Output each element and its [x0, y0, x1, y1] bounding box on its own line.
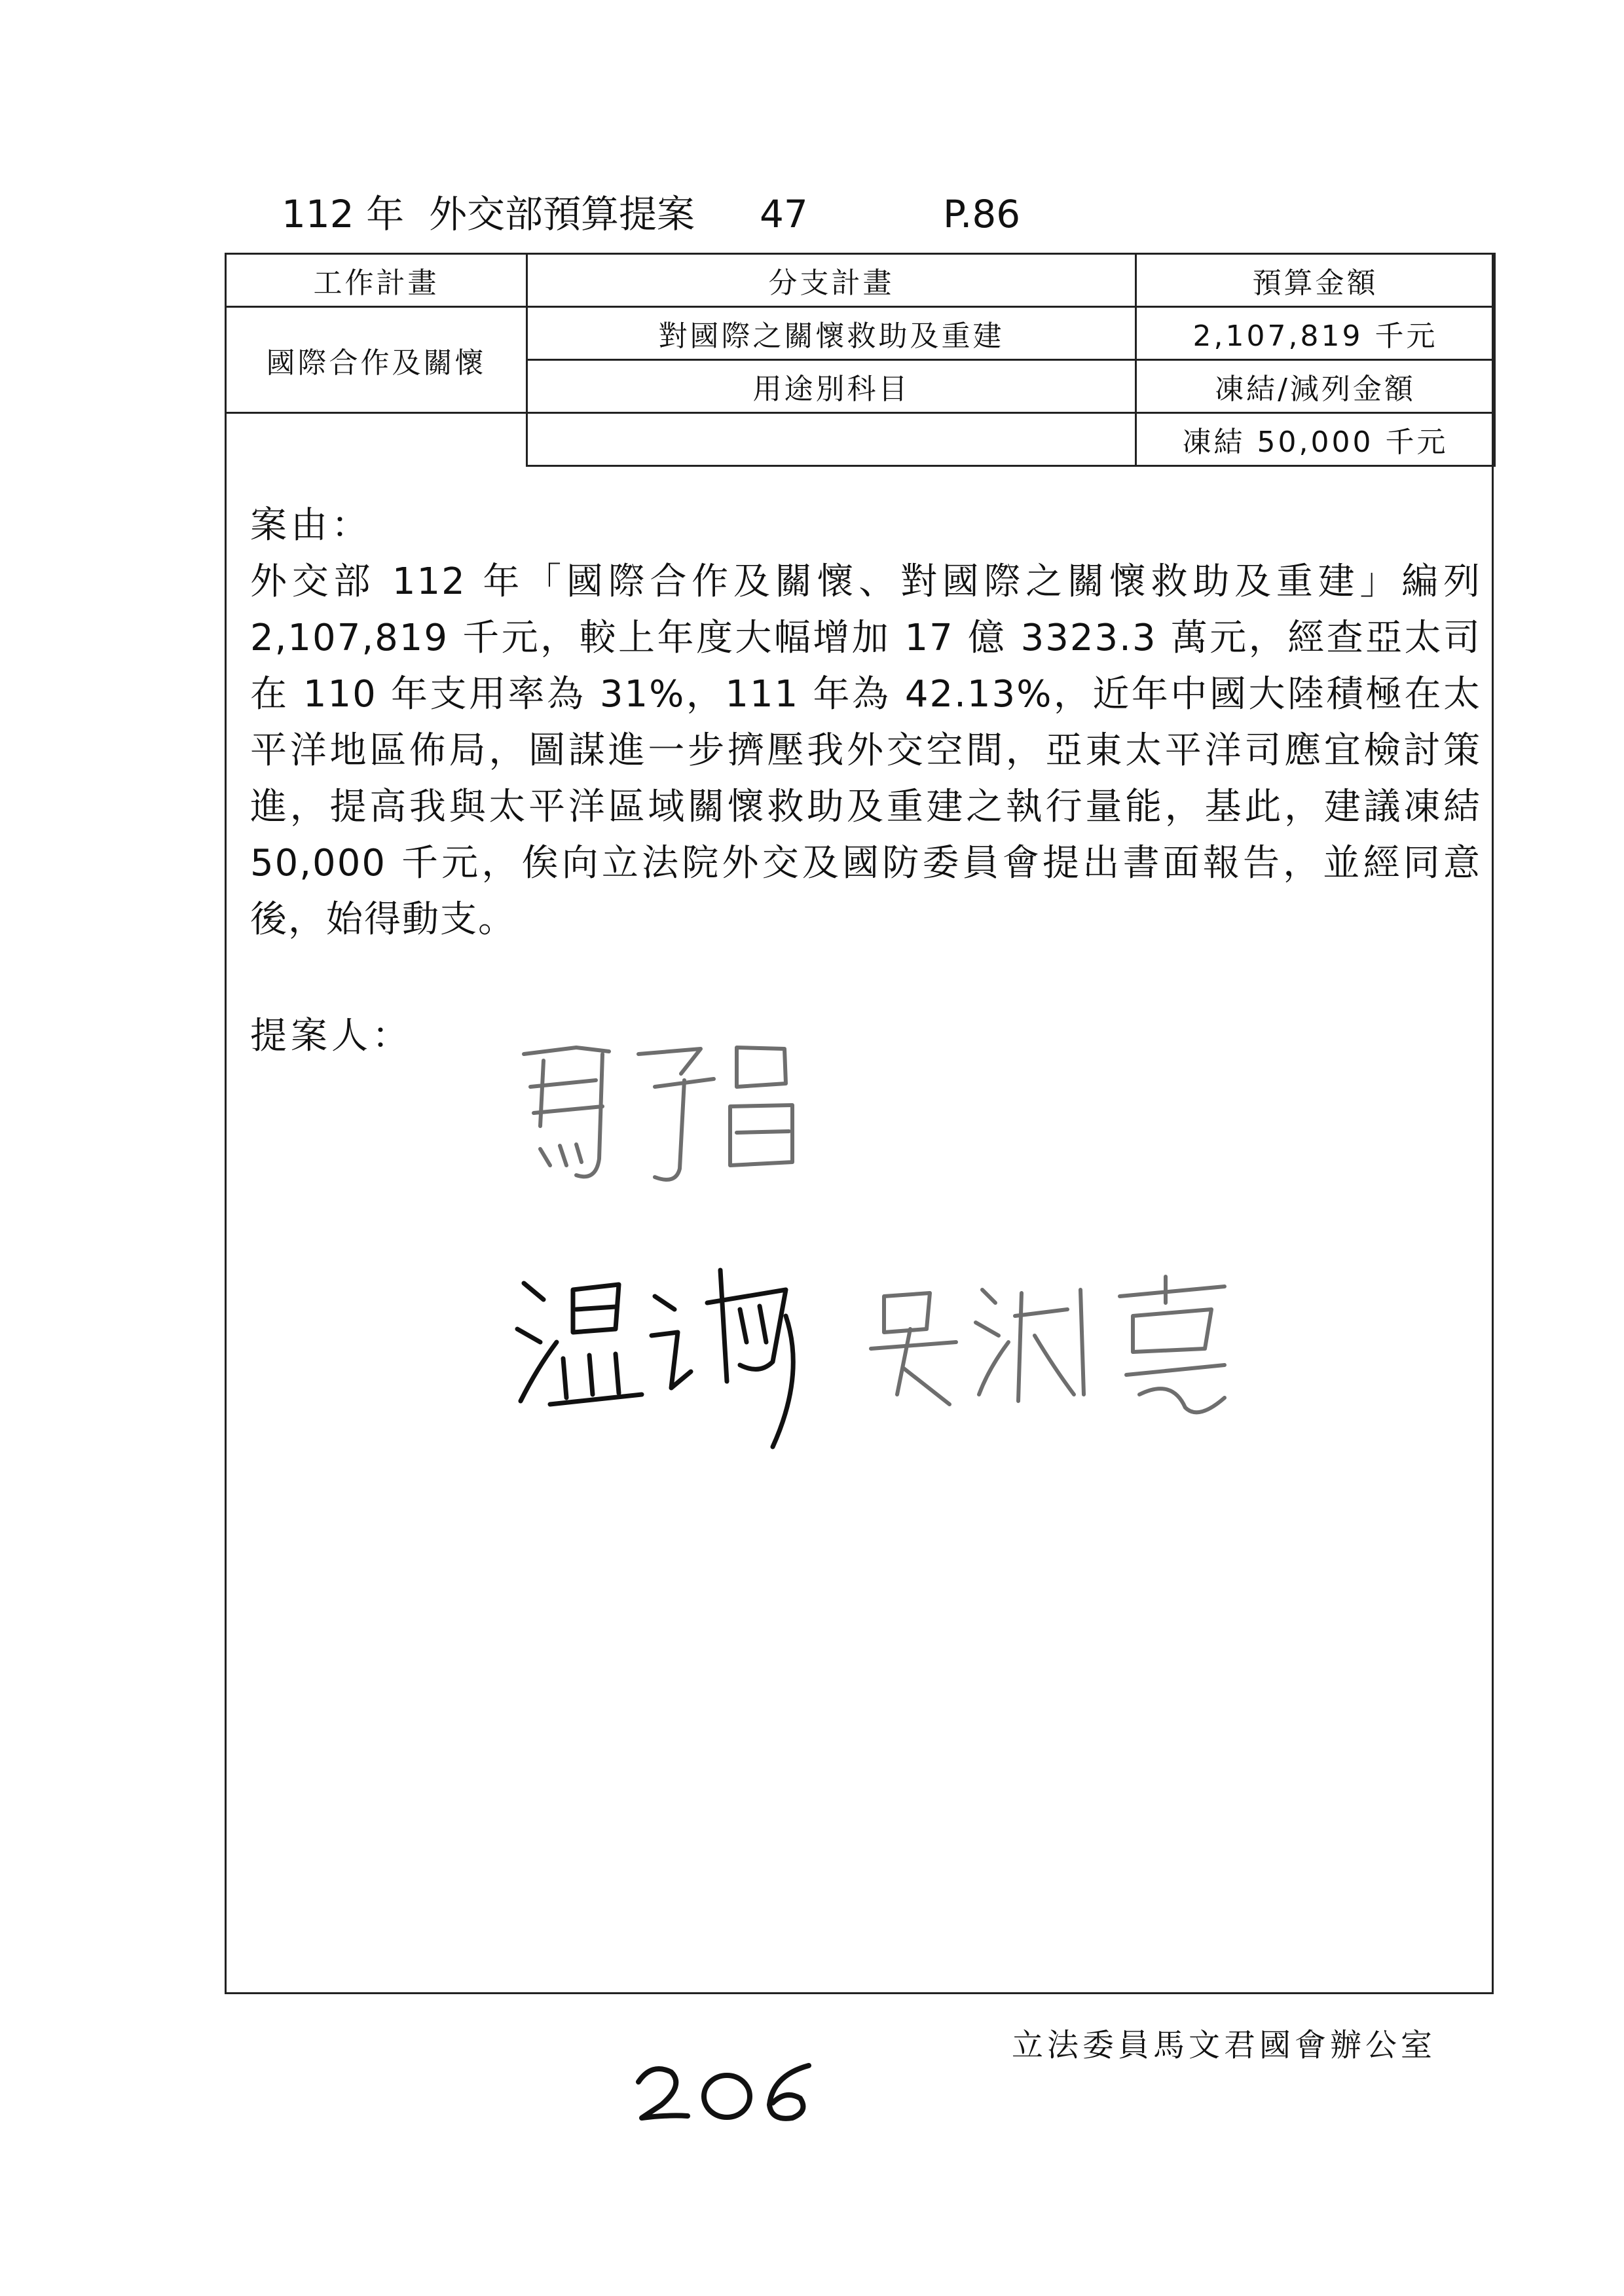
header-title: 外交部預算提案 [429, 192, 695, 236]
header-cell-work-plan: 工作計畫 [226, 254, 527, 307]
header-proposal-number: 47 [760, 192, 808, 236]
signature-3 [858, 1264, 1238, 1427]
office-footer: 立法委員馬文君國會辦公室 [1012, 2027, 1437, 2064]
header-cell-budget: 預算金額 [1136, 254, 1495, 307]
table-row [226, 307, 1495, 360]
signature-2 [511, 1244, 819, 1460]
header-page-reference: P.86 [943, 192, 1021, 236]
reason-heading: 案由： [250, 504, 372, 547]
table-row [226, 254, 1495, 307]
handwritten-page-number [629, 2049, 825, 2128]
budget-value: 2,107,819 千元 [1136, 307, 1495, 360]
sub-plan-value: 對國際之關懷救助及重建 [527, 307, 1136, 360]
document-header [282, 185, 1133, 244]
header-cell-sub-plan: 分支計畫 [527, 254, 1136, 307]
budget-summary-table [225, 253, 1496, 467]
reason-text: 外交部 112 年「國際合作及關懷、對國際之關懷救助及重建」編列 2,107,819 千元，較上年度大幅增加 17 億 3323.3 萬元，經查亞太司在 110 年支用率為 31%，111 年為 42.13%，近年中國大陸積極在太平洋地區佈局，圖謀進一步擠壓我外交空間，亞東太平洋司應宜檢討策進，提高我與太平洋區域關懷救助及重建之執行量能，基此，建議凍結 50,000 千元，俟向立法院外交及國防委員會提出書面報告，並經同意後，始得動支。 [250, 560, 1481, 941]
work-plan-value: 國際合作及關懷 [226, 307, 527, 413]
freeze-value: 凍結 50,000 千元 [1136, 413, 1495, 466]
signature-1 [504, 1028, 812, 1205]
reason-section [250, 498, 1481, 948]
proposer-label: 提案人： [250, 1015, 413, 1057]
header-cell-use-subject: 用途別科目 [527, 360, 1136, 413]
use-subject-value [527, 413, 1136, 466]
form-corner-cell [226, 413, 527, 466]
header-year: 112 年 [282, 192, 405, 236]
table-row [226, 413, 1495, 466]
header-cell-freeze-cut: 凍結/減列金額 [1136, 360, 1495, 413]
